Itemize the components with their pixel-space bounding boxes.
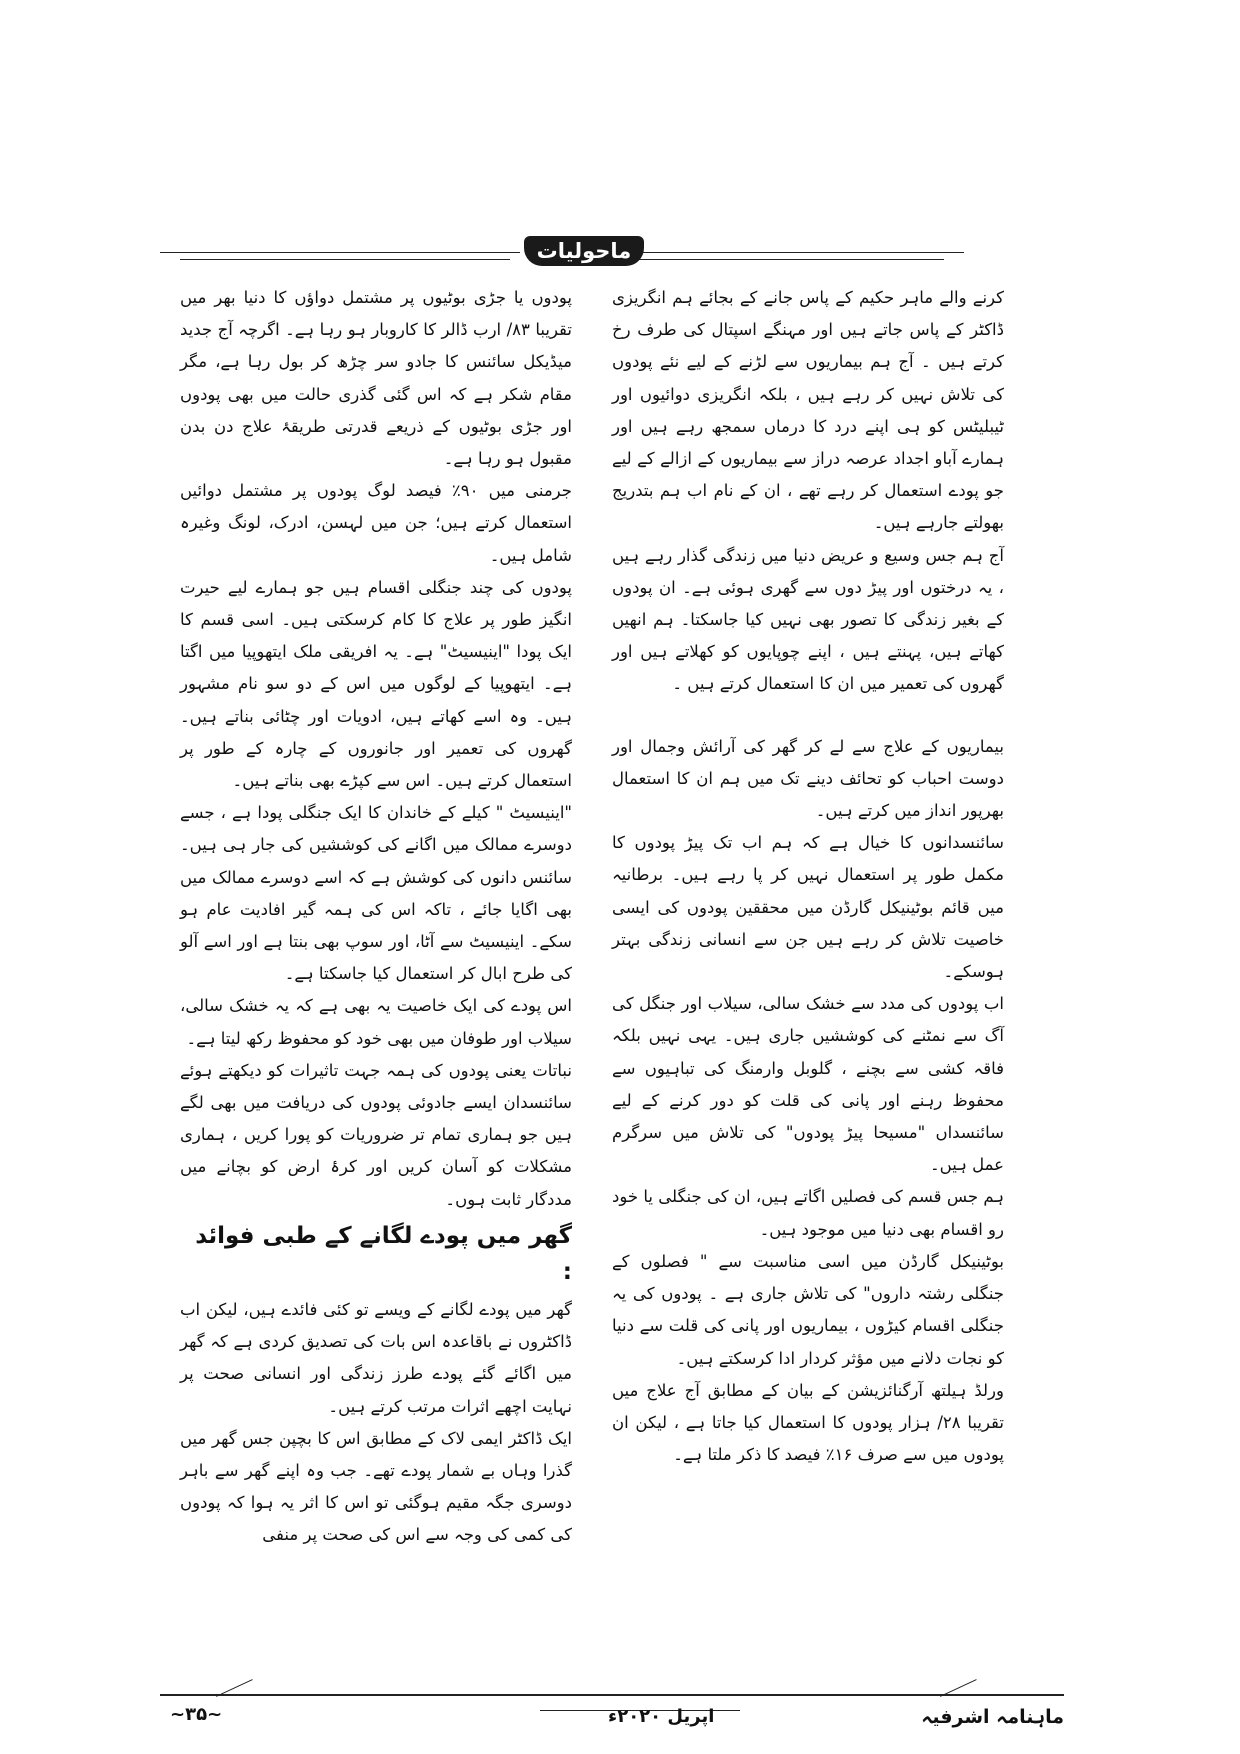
paragraph: نباتات یعنی پودوں کی ہمہ جہت تاثیرات کو دیکھتے ہوئے سائنسدان ایسے جادوئی پودوں کی دریافت میں بھی لگے ہیں جو ہماری تمام تر ضروریات کو پورا کریں ، ہماری مشکلات کو آسان کریں اور کرۂ ارض کو بچانے میں مددگار ثابت ہوں۔: [180, 1060, 572, 1209]
paragraph: جرمنی میں ۹۰٪ فیصد لوگ پودوں پر مشتمل دوائیں استعمال کرتے ہیں؛ جن میں لہسن، ادرک، لونگ وغیرہ شامل ہیں۔: [180, 481, 572, 565]
subheading: گھر میں پودے لگانے کے طبی فوائد :: [195, 1222, 572, 1285]
paragraph: کرنے والے ماہر حکیم کے پاس جانے کے بجائے ہم انگریزی ڈاکٹر کے پاس جاتے ہیں اور مہنگے اسپتال کی طرف رخ کرتے ہیں ۔ آج ہم بیماریوں سے لڑنے کے لیے نئے پودوں کی تلاش نہیں کر رہے ہیں ، بلکہ انگریزی دوائیوں اور ٹیبلیٹس کو ہی اپنے درد کا درماں سمجھ رہے ہیں اور ہمارے آباو اجداد عرصہ دراز سے بیماریوں کے ازالے کے لیے جو پودے استعمال کر رہے تھے ، ان کے نام اب ہم بتدریج بھولتے جارہے ہیں۔: [612, 288, 1004, 533]
paragraph: گھر میں پودے لگانے کے ویسے تو کئی فائدے ہیں، لیکن اب ڈاکٹروں نے باقاعدہ اس بات کی تصدیق کردی ہے کہ گھر میں اگائے گئے پودے طرز زندگی اور انسانی صحت پر نہایت اچھے اثرات مرتب کرتے ہیں۔: [180, 1299, 572, 1416]
paragraph: اب پودوں کی مدد سے خشک سالی، سیلاب اور جنگل کی آگ سے نمٹنے کی کوششیں جاری ہیں۔ یہی نہیں بلکہ فاقہ کشی سے بچنے ، گلوبل وارمنگ کی تباہیوں سے محفوظ رہنے اور پانی کی قلت کو دور کرنے کے لیے سائنسداں "مسیحا پیڑ پودوں" کی تلاش میں سرگرم عمل ہیں۔: [612, 994, 1004, 1175]
spacer: [612, 701, 1004, 731]
paragraph: ہم جس قسم کی فصلیں اگاتے ہیں، ان کی جنگلی یا خود رو اقسام بھی دنیا میں موجود ہیں۔: [612, 1187, 1004, 1239]
paragraph: آج ہم جس وسیع و عریض دنیا میں زندگی گذار رہے ہیں ، یہ درختوں اور پیڑ دوں سے گھری ہوئی ہے۔ ان پودوں کے بغیر زندگی کا تصور بھی نہیں کیا جاسکتا۔ ہم انھیں کھاتے ہیں، پہنتے ہیں ، اپنے چوپایوں کو کھلاتے ہیں اور گھروں کی تعمیر میں ان کا استعمال کرتے ہیں ۔: [612, 545, 1004, 694]
header-rule: [180, 259, 510, 260]
paragraph: سائنسدانوں کا خیال ہے کہ ہم اب تک پیڑ پودوں کا مکمل طور پر استعمال نہیں کر پا رہے ہیں۔ برطانیہ میں قائم بوٹینیکل گارڈن میں محققین پودوں کی ایسی خاصیت تلاش کر رہے ہیں جن سے انسانی زندگی بہتر ہوسکے۔: [612, 833, 1004, 982]
section-title: ماحولیات: [524, 236, 644, 266]
paragraph: "اینیسیٹ " کیلے کے خاندان کا ایک جنگلی پودا ہے ، جسے دوسرے ممالک میں اگانے کی کوششیں کی جار ہی ہیں۔ سائنس دانوں کی کوشش ہے کہ اسے دوسرے ممالک میں بھی اگایا جائے ، تاکہ اس کی ہمہ گیر افادیت عام ہو سکے۔ اینیسیٹ سے آٹا، اور سوپ بھی بنتا ہے اور اسے آلو کی طرح ابال کر استعمال کیا جاسکتا ہے۔: [180, 803, 572, 984]
paragraph: پودوں کی چند جنگلی اقسام ہیں جو ہمارے لیے حیرت انگیز طور پر علاج کا کام کرسکتی ہیں۔ اسی قسم کا ایک پودا "اینیسیٹ" ہے۔ یہ افریقی ملک ایتھوپیا میں اگتا ہے۔ ایتھوپیا کے لوگوں میں اس کے دو سو نام مشہور ہیں۔ وہ اسے کھاتے ہیں، ادویات اور چٹائی بناتے ہیں۔ گھروں کی تعمیر اور جانوروں کے چارہ کے طور پر استعمال کرتے ہیں۔ اس سے کپڑے بھی بناتے ہیں۔: [180, 577, 572, 791]
paragraph: ایک ڈاکٹر ایمی لاک کے مطابق اس کا بچپن جس گھر میں گذرا وہاں بے شمار پودے تھے۔ جب وہ اپنے گھر سے باہر دوسری جگہ مقیم ہوگئی تو اس کا اثر یہ ہوا کہ پودوں کی کمی کی وجہ سے اس کی صحت پر منفی: [180, 1428, 572, 1545]
section-header: [160, 228, 964, 278]
header-rule: [614, 259, 944, 260]
page-footer: [160, 1692, 1064, 1732]
issue-date: اپریل ۲۰۲۰ء: [608, 1706, 715, 1727]
magazine-name: ماہنامہ اشرفیہ: [921, 1706, 1064, 1728]
paragraph: اس پودے کی ایک خاصیت یہ بھی ہے کہ یہ خشک سالی، سیلاب اور طوفان میں بھی خود کو محفوظ رکھ لیتا ہے۔: [180, 996, 572, 1048]
page-number: ~۳۵~: [170, 1704, 223, 1725]
footer-rule: [160, 1694, 1064, 1696]
paragraph: ورلڈ ہیلتھ آرگنائزیشن کے بیان کے مطابق آج علاج میں تقریبا ۲۸/ ہزار پودوں کا استعمال کیا جاتا ہے ، لیکن ان پودوں میں سے صرف ۱۶٪ فیصد کا ذکر ملتا ہے۔: [612, 1380, 1004, 1465]
header-rule: [604, 252, 964, 253]
left-column: [180, 282, 572, 1552]
header-rule: [160, 252, 520, 253]
paragraph: پودوں یا جڑی بوٹیوں پر مشتمل دواؤں کا دنیا بھر میں تقریبا ۸۳/ ارب ڈالر کا کاروبار ہو رہا ہے۔ اگرچہ آج جدید میڈیکل سائنس کا جادو سر چڑھ کر بول رہا ہے، مگر مقام شکر ہے کہ اس گئی گذری حالت میں بھی پودوں اور جڑی بوٹیوں کے ذریعے قدرتی طریقۂ علاج دن بدن مقبول ہو رہا ہے۔: [180, 288, 572, 469]
right-column: [612, 282, 1004, 1471]
paragraph: بوٹینیکل گارڈن میں اسی مناسبت سے " فصلوں کے جنگلی رشتہ داروں" کی تلاش جاری ہے ۔ پودوں کی یہ جنگلی اقسام کیڑوں ، بیماریوں اور پانی کی قلت سے دنیا کو نجات دلانے میں مؤثر کردار ادا کرسکتے ہیں۔: [612, 1251, 1004, 1368]
paragraph: بیماریوں کے علاج سے لے کر گھر کی آرائش وجمال اور دوست احباب کو تحائف دینے تک میں ہم ان کا استعمال بھرپور انداز میں کرتے ہیں۔: [612, 736, 1004, 821]
